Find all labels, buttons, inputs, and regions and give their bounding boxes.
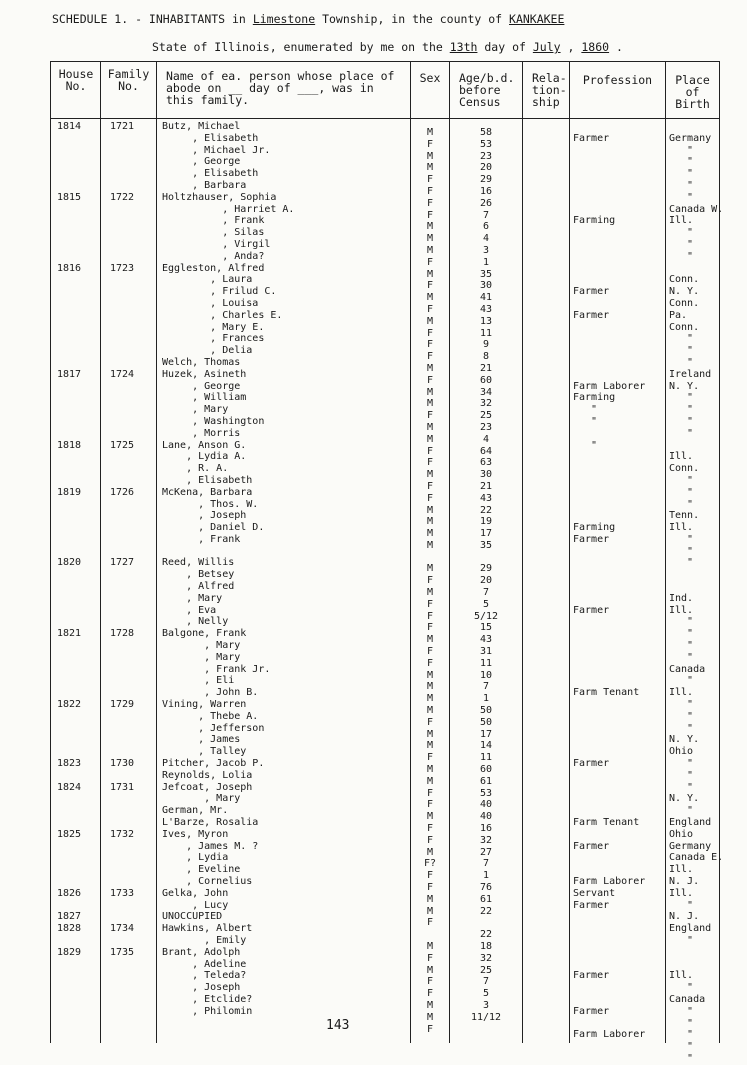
table-top-rule	[50, 61, 720, 62]
name-header: Name of ea. person whose place of abode on __ day of ___, was in this family.	[166, 69, 395, 107]
profession-values: Farmer Farming Farmer Farmer Farm Laborer Farming " " " Farming Farmer Farmer Farm Tenant Farmer Farm Tenant Farmer Farm Laborer Servant Farmer Farmer Farmer Farm Laborer	[573, 132, 646, 1041]
column-rule	[156, 61, 157, 1043]
column-rule	[522, 61, 523, 1043]
sex-values: M F M M F F F F M M M F M F M F M F F F M F M M F M M F F M F F M M M M M F M F F F M F F M M M M F M M F M M F F M F F M F? F F M M F M F M F F M M F	[423, 127, 437, 1035]
age-header: Age/b.d. before Census	[459, 71, 515, 109]
house-no-header: House No.	[58, 67, 94, 93]
county-name: KANKAKEE	[509, 12, 565, 26]
profession-header: Profession	[582, 73, 653, 87]
enumeration-mid: day of	[484, 40, 526, 54]
enumeration-line: State of Illinois, enumerated by me on the 13th day of July , 1860 .	[152, 40, 623, 54]
enumeration-day: 13th	[449, 40, 478, 54]
table-header-rule	[50, 118, 720, 119]
column-rule	[100, 61, 101, 1043]
enumeration-prefix: State of Illinois, enumerated by me on the	[152, 40, 443, 54]
family-no-header: Family No.	[107, 67, 150, 93]
column-rule	[50, 61, 51, 1043]
schedule-mid: Township, in the county of	[322, 12, 503, 26]
page-number: 143	[326, 1018, 350, 1033]
township-name: Limestone	[252, 12, 316, 26]
enumeration-month: July	[532, 40, 561, 54]
schedule-title-line	[52, 12, 564, 26]
family-numbers: 1721 1722 1723 1724 1725 1726 1727 1728 1729 1730 1731 1732 1733 1734 1735	[110, 121, 135, 958]
relationship-header: Rela- tion- ship	[532, 71, 567, 109]
sex-header: Sex	[419, 71, 441, 85]
enumeration-year: 1860	[581, 40, 610, 54]
column-rule	[665, 61, 666, 1043]
person-names: Butz, Michael , Elisabeth , Michael Jr. , George , Elisabeth , Barbara Holtzhauser, Sophia , Harriet A. , Frank , Silas , Virgil , Anda? Eggleston, Alfred , Laura , Frilud C. , Louisa , Charles E. , Mary E. , Frances , Delia Welch, Thomas Huzek, Asineth , George , William , Mary , Washington , Morris Lane, Anson G. , Lydia A. , R. A. , Elisabeth McKena, Barbara , Thos. W. , Joseph , Daniel D. , Frank Reed, Willis , Betsey , Alfred , Mary , Eva , Nelly Balgone, Frank , Mary , Mary , Frank Jr. , Eli , John B. Vining, Warren , Thebe A. , Jefferson , James , Talley Pitcher, Jacob P. Reynolds, Lolia Jefcoat, Joseph , Mary German, Mr. L'Barze, Rosalia Ives, Myron , James M. ? , Lydia , Eveline , Cornelius Gelka, John , Lucy UNOCCUPIED Hawkins, Albert , Emily Brant, Adolph , Adeline , Teleda? , Joseph , Etclide? , Philomin	[162, 121, 295, 1017]
birthplace-header: Place of Birth	[675, 73, 710, 111]
house-numbers: 1814 1815 1816 1817 1818 1819 1820 1821 1822 1823 1824 1825 1826 1827 1828 1829	[57, 121, 82, 958]
age-values: 58 53 23 20 29 16 26 7 6 4 3 1 35 30 41 43 13 11 9 8 21 60 34 32 25 23 4 64 63 30 21 43 22 19 17 35 29 20 7 5 5/12 15 43 31 11 10 7 1 50 50 17 14 11 60 61 53 40 40 16 32 27 7 1 76 61 22 22 18 32 25 7 5 3 11/12	[470, 127, 502, 1023]
schedule-prefix: SCHEDULE 1. - INHABITANTS in	[52, 12, 246, 26]
birthplace-values: Germany " " " " " Canada W. Ill. " " " Conn. N. Y. Conn. Pa. Conn. " " " Ireland N. Y. " " " " Ill. Conn. " " " Tenn. Ill. " " " Ind. Ill. " " " " Canada " Ill. " " " N. Y. Ohio " " " N. Y. " England Ohio Germany Canada E. Ill. N. J. Ill. " N. J. England " Ill. " Canada " " " " "	[669, 132, 724, 1064]
column-rule	[569, 61, 570, 1043]
